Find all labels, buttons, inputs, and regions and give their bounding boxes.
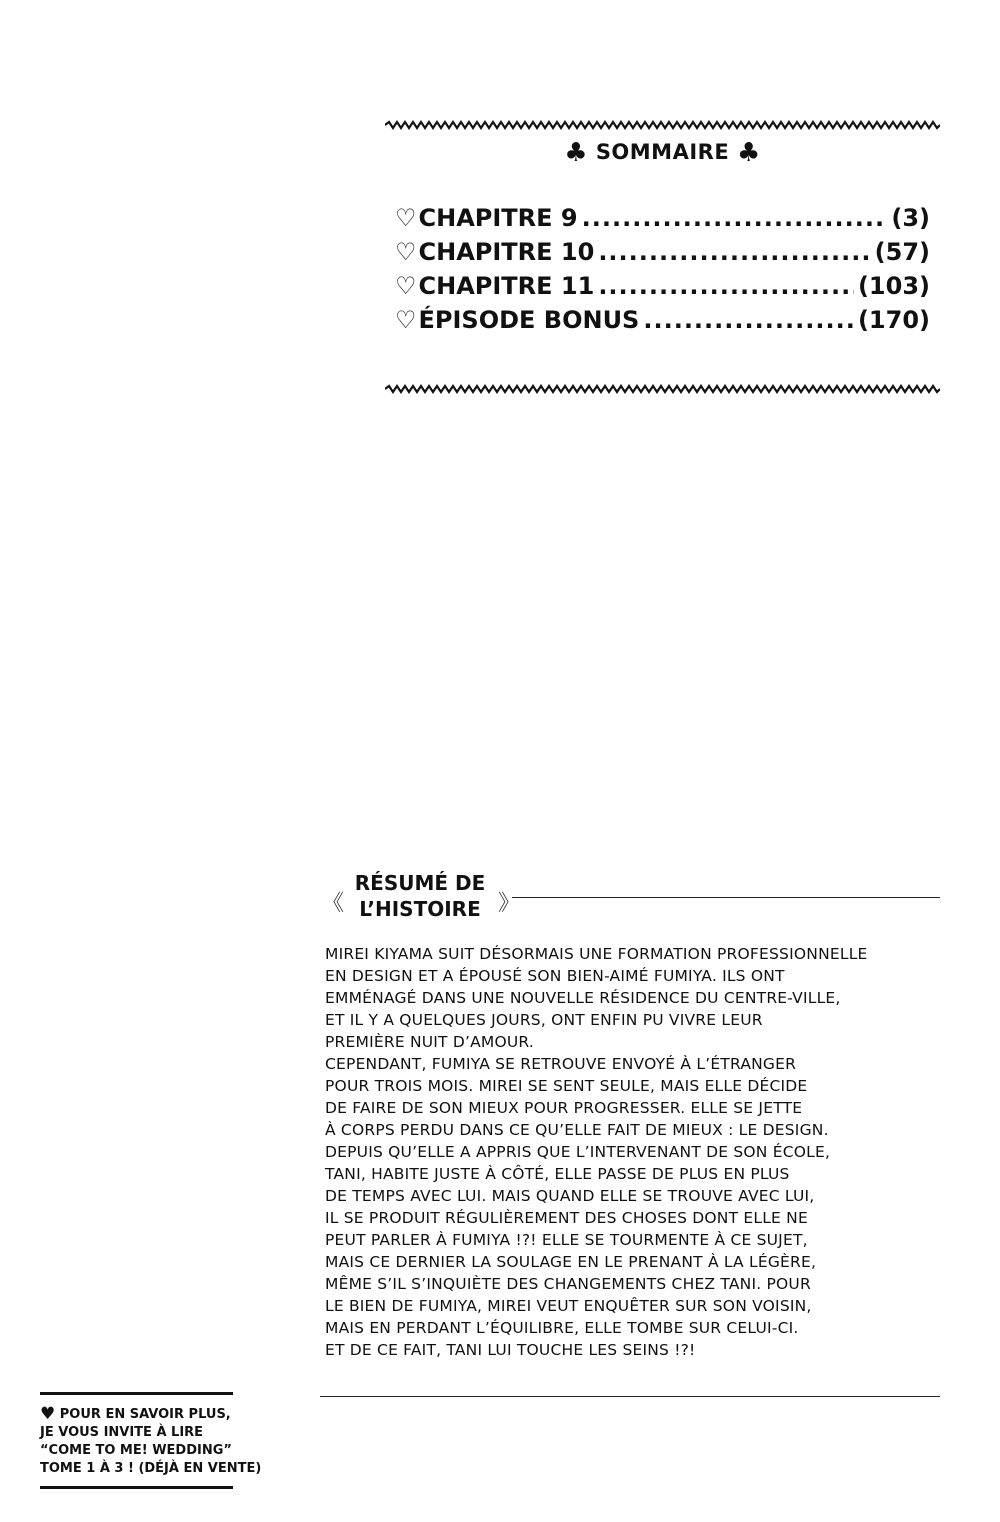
summary-text <box>325 943 955 1361</box>
toc-list <box>395 198 930 334</box>
note-line <box>40 1405 235 1424</box>
toc-entry-label: CHAPITRE 11 <box>418 272 595 300</box>
toc-entry-page: (3) <box>891 204 930 232</box>
summary-line: CEPENDANT, FUMIYA SE RETROUVE ENVOYÉ À L’ÉTRANGER <box>325 1055 797 1073</box>
summary-line: EN DESIGN ET A ÉPOUSÉ SON BIEN-AIMÉ FUMIYA. ILS ONT <box>325 967 785 985</box>
bottom-zigzag-divider <box>385 384 940 394</box>
dot-leader <box>643 306 854 334</box>
summary-line: MAIS EN PERDANT L’ÉQUILIBRE, ELLE TOMBE SUR CELUI-CI. <box>325 1319 799 1337</box>
summary-line: DE TEMPS AVEC LUI. MAIS QUAND ELLE SE TROUVE AVEC LUI, <box>325 1187 815 1205</box>
summary-line: À CORPS PERDU DANS CE QU’ELLE FAIT DE MIEUX : LE DESIGN. <box>325 1121 829 1139</box>
toc-entry <box>395 266 930 300</box>
dot-leader <box>598 272 854 300</box>
club-icon: ♣ <box>736 138 761 168</box>
club-icon: ♣ <box>564 138 588 168</box>
toc-entry-label: CHAPITRE 9 <box>418 204 578 232</box>
summary-bottom-rule <box>320 1396 940 1397</box>
heart-outline-icon: ♡ <box>395 272 417 300</box>
top-zigzag-divider <box>385 120 940 130</box>
note-text <box>40 1404 262 1478</box>
bracket-right-icon: 》 <box>498 891 521 916</box>
toc-entry-page: (57) <box>874 238 930 266</box>
summary-line: DE FAIRE DE SON MIEUX POUR PROGRESSER. ELLE SE JETTE <box>325 1099 803 1117</box>
toc-entry <box>395 198 930 232</box>
toc-entry-page: (170) <box>857 306 930 334</box>
summary-line: DEPUIS QU’ELLE A APPRIS QUE L’INTERVENANT DE SON ÉCOLE, <box>325 1143 831 1161</box>
summary-heading-line: RÉSUMÉ DE <box>354 871 486 895</box>
heart-outline-icon: ♡ <box>395 204 417 232</box>
summary-line: POUR TROIS MOIS. MIREI SE SENT SEULE, MAIS ELLE DÉCIDE <box>325 1077 808 1095</box>
heading-rule <box>512 897 940 898</box>
note-line: JE VOUS INVITE À LIRE <box>40 1425 204 1440</box>
heart-outline-icon: ♡ <box>395 306 417 334</box>
toc-entry-page: (103) <box>857 272 930 300</box>
bracket-left-icon: 《 <box>322 891 345 916</box>
summary-line: EMMÉNAGÉ DANS UNE NOUVELLE RÉSIDENCE DU CENTRE-VILLE, <box>325 989 841 1007</box>
reading-note <box>40 1392 262 1489</box>
summary-line: PEUT PARLER À FUMIYA !?! ELLE SE TOURMENTE À CE SUJET, <box>325 1231 808 1249</box>
toc-entry <box>395 300 930 334</box>
dot-leader <box>582 204 888 232</box>
summary-line: MAIS CE DERNIER LA SOULAGE EN LE PRENANT À LA LÉGÈRE, <box>325 1253 817 1271</box>
summary-heading-text <box>342 870 498 922</box>
note-line: TOME 1 À 3 ! (DÉJÀ EN VENTE) <box>40 1461 262 1476</box>
note-line: “COME TO ME! WEDDING” <box>40 1443 232 1458</box>
toc-entry <box>395 232 930 266</box>
summary-line: MIREI KIYAMA SUIT DÉSORMAIS UNE FORMATION PROFESSIONNELLE <box>325 945 868 963</box>
note-top-rule <box>40 1392 233 1395</box>
summary-line: ET IL Y A QUELQUES JOURS, ONT ENFIN PU VIVRE LEUR <box>325 1011 763 1029</box>
toc-title <box>385 138 940 168</box>
summary-line: TANI, HABITE JUSTE À CÔTÉ, ELLE PASSE DE PLUS EN PLUS <box>325 1165 790 1183</box>
summary-heading <box>320 868 940 928</box>
toc-entry-label: CHAPITRE 10 <box>418 238 595 266</box>
heart-filled-icon: ♥ <box>40 1404 56 1424</box>
note-line-text: POUR EN SAVOIR PLUS, <box>59 1407 231 1422</box>
summary-line: LE BIEN DE FUMIYA, MIREI VEUT ENQUÊTER SUR SON VOISIN, <box>325 1297 812 1315</box>
summary-heading-line: L’HISTOIRE <box>359 897 481 921</box>
summary-line: PREMIÈRE NUIT D’AMOUR. <box>325 1033 534 1051</box>
dot-leader <box>598 238 870 266</box>
summary-line: ET DE CE FAIT, TANI LUI TOUCHE LES SEINS !?! <box>325 1341 696 1359</box>
heart-outline-icon: ♡ <box>395 238 417 266</box>
toc-entry-label: ÉPISODE BONUS <box>418 306 640 334</box>
toc-title-text: SOMMAIRE <box>595 140 730 164</box>
summary-line: IL SE PRODUIT RÉGULIÈREMENT DES CHOSES DONT ELLE NE <box>325 1209 808 1227</box>
summary-line: MÊME S’IL S’INQUIÈTE DES CHANGEMENTS CHEZ TANI. POUR <box>325 1275 811 1293</box>
note-bottom-rule <box>40 1486 233 1489</box>
